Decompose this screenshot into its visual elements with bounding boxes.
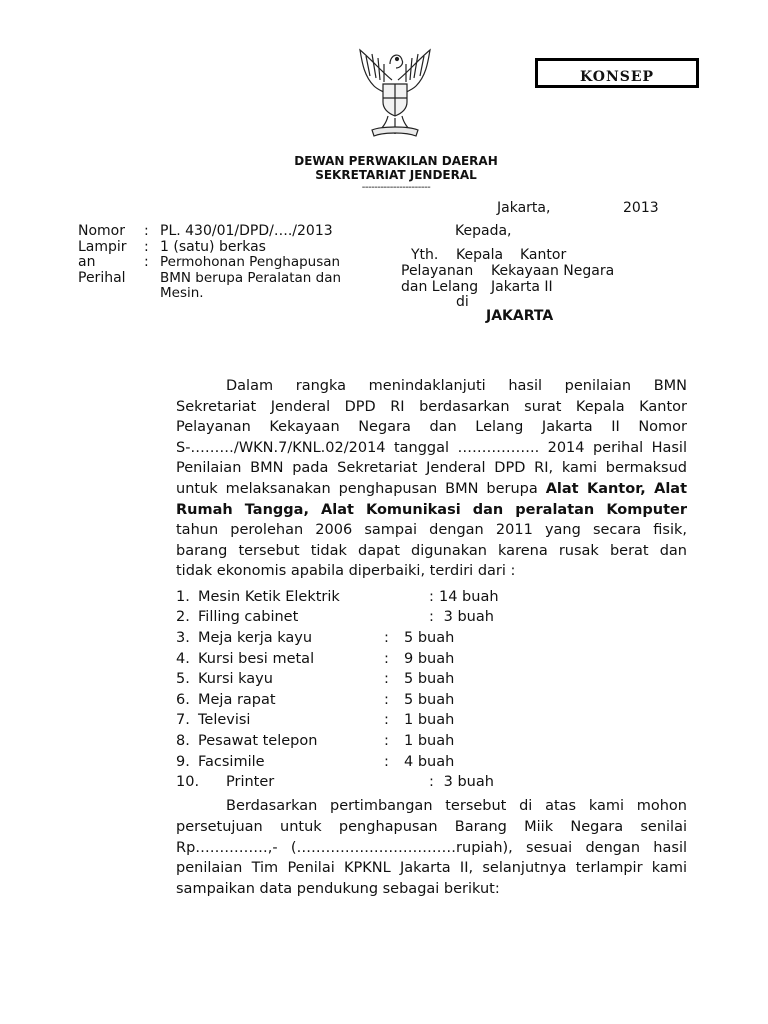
garuda-emblem-icon xyxy=(352,42,438,140)
paragraph-2-line: persetujuan untuk penghapusan Barang Miik Negara senilai xyxy=(176,819,687,835)
list-item-colon: : xyxy=(384,671,389,687)
paragraph-1-line: S-………/WKN.7/KNL.02/2014 tanggal …………….. 2014 perihal Hasil xyxy=(176,440,687,456)
list-item-number: 9. xyxy=(176,754,190,770)
org-unit: SEKRETARIAT JENDERAL xyxy=(315,168,477,182)
list-item-number: 3. xyxy=(176,630,190,646)
paragraph-1-line-bold: Rumah Tangga, Alat Komunikasi dan peralatan Komputer xyxy=(176,502,687,518)
list-item-number: 5. xyxy=(176,671,190,687)
lampiran-label-cont: an xyxy=(78,254,96,270)
list-item-qty: 1 buah xyxy=(404,712,455,728)
paragraph-1-line: barang tersebut tidak dapat digunakan karena rusak berat dan xyxy=(176,543,687,559)
paragraph-1-line: untuk melaksanakan penghapusan BMN berupa Alat Kantor, Alat xyxy=(176,481,688,497)
list-item-name: Meja kerja kayu xyxy=(198,630,313,646)
list-item-colon: : xyxy=(384,630,389,646)
paragraph-1-line: Pelayanan Kekayaan Negara dan Lelang Jakarta II Nomor xyxy=(176,419,687,435)
kepada-label: Kepada, xyxy=(455,223,512,239)
paragraph-1-last-line: tidak ekonomis apabila diperbaiki, terdiri dari : xyxy=(176,563,516,579)
list-item-name: Televisi xyxy=(198,712,251,728)
list-item-number: 1. xyxy=(176,589,190,605)
perihal-value-line1: Permohonan Penghapusan xyxy=(160,254,341,270)
nomor-label: Nomor xyxy=(78,223,125,239)
paragraph-2-line: penilaian Tim Penilai KPKNL Jakarta II, selanjutnya terlampir kami xyxy=(176,860,687,876)
address-jakarta-ii: Jakarta II xyxy=(491,279,553,295)
yth-label: Yth. xyxy=(411,247,439,263)
perihal-value-line3: Mesin. xyxy=(160,285,204,301)
list-item-colon: : xyxy=(429,774,434,790)
address-di: di xyxy=(456,294,469,310)
paragraph-2-line: Berdasarkan pertimbangan tersebut di atas kami mohon xyxy=(226,798,687,814)
paragraph-1-line: Dalam rangka menindaklanjuti hasil penilaian BMN xyxy=(226,378,687,394)
lampiran-value: 1 (satu) berkas xyxy=(160,239,266,255)
address-kepala: Kepala xyxy=(456,247,504,263)
konsep-badge: KONSEP xyxy=(535,58,699,88)
nomor-colon: : xyxy=(144,223,149,239)
paragraph-2-line: Rp……………,- (……………………………rupiah), sesuai dengan hasil xyxy=(176,840,687,856)
address-city: JAKARTA xyxy=(486,308,554,324)
list-item-colon: : xyxy=(384,712,389,728)
address-pelayanan: Pelayanan xyxy=(401,263,474,279)
lampiran-label: Lampir xyxy=(78,239,127,255)
paragraph-1-line: tahun perolehan 2006 sampai dengan 2011 yang secara fisik, xyxy=(176,522,687,538)
list-item-colon: : xyxy=(384,733,389,749)
address-kekayaan-negara: Kekayaan Negara xyxy=(491,263,615,279)
list-item-colon: : xyxy=(384,754,389,770)
perihal-label: Perihal xyxy=(78,270,126,286)
list-item-colon: : xyxy=(429,609,434,625)
list-item-qty: 3 buah xyxy=(439,609,494,625)
list-item-qty: 1 buah xyxy=(404,733,455,749)
list-item-name: Printer xyxy=(226,774,275,790)
list-item-name: Facsimile xyxy=(198,754,265,770)
paragraph-1-line: Penilaian BMN pada Sekretariat Jenderal DPD RI, kami bermaksud xyxy=(176,460,687,476)
list-item-qty: 5 buah xyxy=(404,630,455,646)
date-year: 2013 xyxy=(623,200,659,216)
perihal-value-line2: BMN berupa Peralatan dan xyxy=(160,270,342,286)
list-item-number: 8. xyxy=(176,733,190,749)
header-separator: ---------------------- xyxy=(361,182,431,193)
address-kantor: Kantor xyxy=(520,247,567,263)
list-item-number: 4. xyxy=(176,651,190,667)
perihal-colon: : xyxy=(144,254,149,270)
nomor-value: PL. 430/01/DPD/…./2013 xyxy=(160,223,333,239)
date-city: Jakarta, xyxy=(497,200,551,216)
list-item-qty: 9 buah xyxy=(404,651,455,667)
list-item-number: 6. xyxy=(176,692,190,708)
list-item-colon: : xyxy=(384,651,389,667)
list-item-colon: : xyxy=(384,692,389,708)
list-item-qty: 5 buah xyxy=(404,692,455,708)
list-item-name: Kursi besi metal xyxy=(198,651,315,667)
org-name: DEWAN PERWAKILAN DAERAH xyxy=(294,154,498,168)
list-item-qty: 5 buah xyxy=(404,671,455,687)
list-item-name: Pesawat telepon xyxy=(198,733,318,749)
list-item-name: Mesin Ketik Elektrik xyxy=(198,589,340,605)
list-item-colon: : xyxy=(429,589,434,605)
list-item-number: 2. xyxy=(176,609,190,625)
list-item-name: Filling cabinet xyxy=(198,609,299,625)
list-item-qty: 3 buah xyxy=(439,774,494,790)
list-item-number: 7. xyxy=(176,712,190,728)
list-item-qty: 4 buah xyxy=(404,754,455,770)
lampiran-colon: : xyxy=(144,239,149,255)
address-dan-lelang: dan Lelang xyxy=(401,279,479,295)
list-item-name: Kursi kayu xyxy=(198,671,273,687)
paragraph-2-last-line: sampaikan data pendukung sebagai berikut: xyxy=(176,881,500,897)
list-item-name: Meja rapat xyxy=(198,692,276,708)
list-item-qty: 14 buah xyxy=(439,589,499,605)
paragraph-1-line: Sekretariat Jenderal DPD RI berdasarkan surat Kepala Kantor xyxy=(176,399,687,415)
list-item-number: 10. xyxy=(176,774,200,790)
